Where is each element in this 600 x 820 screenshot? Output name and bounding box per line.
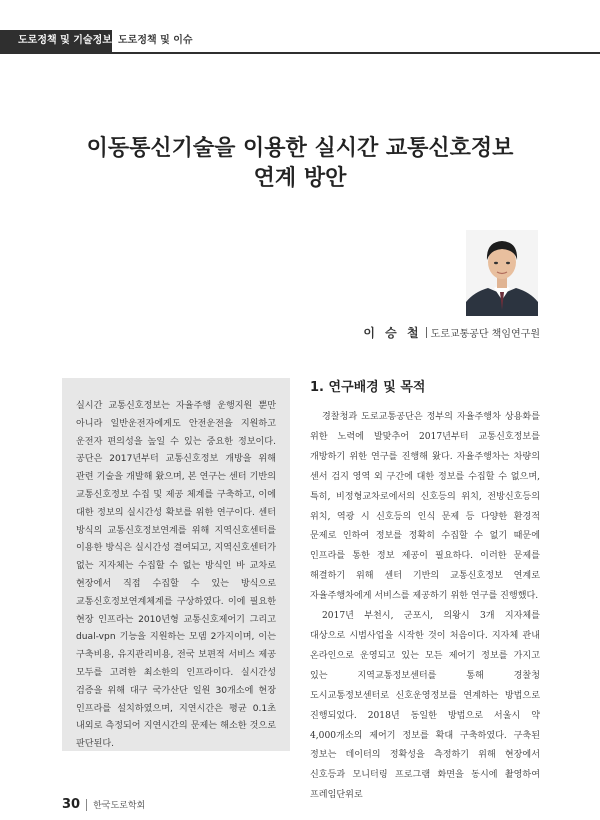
page-footer [62, 794, 146, 812]
publication-name: 한국도로학회 [93, 801, 146, 811]
body-text [310, 408, 540, 806]
footer-separator [86, 799, 87, 811]
page-number: 30 [62, 797, 81, 812]
author-byline [300, 324, 540, 341]
section-heading: 1. 연구배경 및 목적 [310, 380, 426, 395]
article-title-line-1: 이동통신기술을 이용한 실시간 교통신호정보 [86, 136, 514, 161]
running-header [0, 30, 600, 52]
header-rule [0, 52, 600, 54]
body-paragraph-2: 2017년 부천시, 군포시, 의왕시 3개 지자체를 대상으로 시범사업을 시작한 것이 처음이다. 지자체 관내 온라인으로 운영되고 있는 모든 제어기 정보를 가지고 있는 지역교통정보센터를 통해 경찰청 도시교통정보센터로 신호운영정보를 연계하는 방법으로 진행되었다. 2018년 동일한 방법으로 서울시 약 4,000개소의 제어기 정보를 확대 구축하였다. 구축된 정보는 데이터의 정확성을 측정하기 위해 현장에서 신호등과 모니터링 프로그램 화면을 동시에 촬영하여 프레임단위로 [310, 611, 540, 801]
author-photo [466, 230, 538, 316]
abstract-box [62, 378, 290, 751]
author-portrait-icon [466, 230, 538, 316]
body-paragraph-1: 경찰청과 도로교통공단은 정부의 자율주행차 상용화를 위한 노력에 발맞추어 2017년부터 교통신호정보를 개방하기 위한 연구를 진행해 왔다. 자율주행차는 차량의 센서 검지 영역 외 구간에 대한 정보를 수집할 수 없으며, 특히, 비정형교차로에서의 신호등의 위치, 전방신호등의 위치, 역광 시 신호등의 인식 문제 등 다양한 환경적 문제로 인하여 정보를 정확히 수집할 수 없기 때문에 인프라를 통한 정보 제공이 필요하다. 이러한 문제를 해결하기 위해 센터 기반의 교통신호정보 연계로 자율주행차에게 서비스를 제공하기 위한 연구를 진행했다. [310, 412, 540, 602]
abstract-text: 실시간 교통신호정보는 자율주행 운행지원 뿐만 아니라 일반운전자에게도 안전운전을 지원하고 운전자 편의성을 높일 수 있는 중요한 정보이다. 공단은 2017년부터 교통신호정보 개방을 위해 관련 기술을 개발해 왔으며, 본 연구는 센터 기반의 교통신호정보 수집 및 제공 체계를 구축하고, 이에 대한 정보의 실시간성 확보를 위한 연구이다. 센터 방식의 교통신호정보연계를 위해 지역신호센터를 이용한 방식은 실시간성 결여되고, 지역신호센터가 없는 지자체는 수집할 수 없는 방식인 바 교차로 현장에서 직접 수집할 수 있는 방식으로 교통신호정보연계체계를 구상하였다. 이에 필요한 현장 인프라는 2010년형 교통신호제어기 그리고 dual-vpn 기능을 지원하는 모뎀 2가지이며, 이는 구축비용, 유지관리비용, 전국 보편적 서비스 제공 모두를 고려한 최소한의 인프라이다. 실시간성 검증을 위해 대구 국가산단 일원 30개소에 현장 인프라를 설치하였으며, 지연시간은 평균 0.1초 내외로 측정되어 지연시간의 문제는 해소한 것으로 판단된다. [76, 401, 276, 750]
author-affiliation: 도로교통공단 책임연구원 [430, 329, 540, 340]
author-separator [426, 327, 427, 338]
author-name: 이 승 철 [363, 326, 422, 340]
header-section-label: 도로정책 및 기술정보 [0, 30, 112, 52]
header-subsection-label: 도로정책 및 이슈 [118, 35, 193, 46]
article-title-line-2: 연계 방안 [253, 166, 347, 191]
article-title [40, 134, 560, 194]
